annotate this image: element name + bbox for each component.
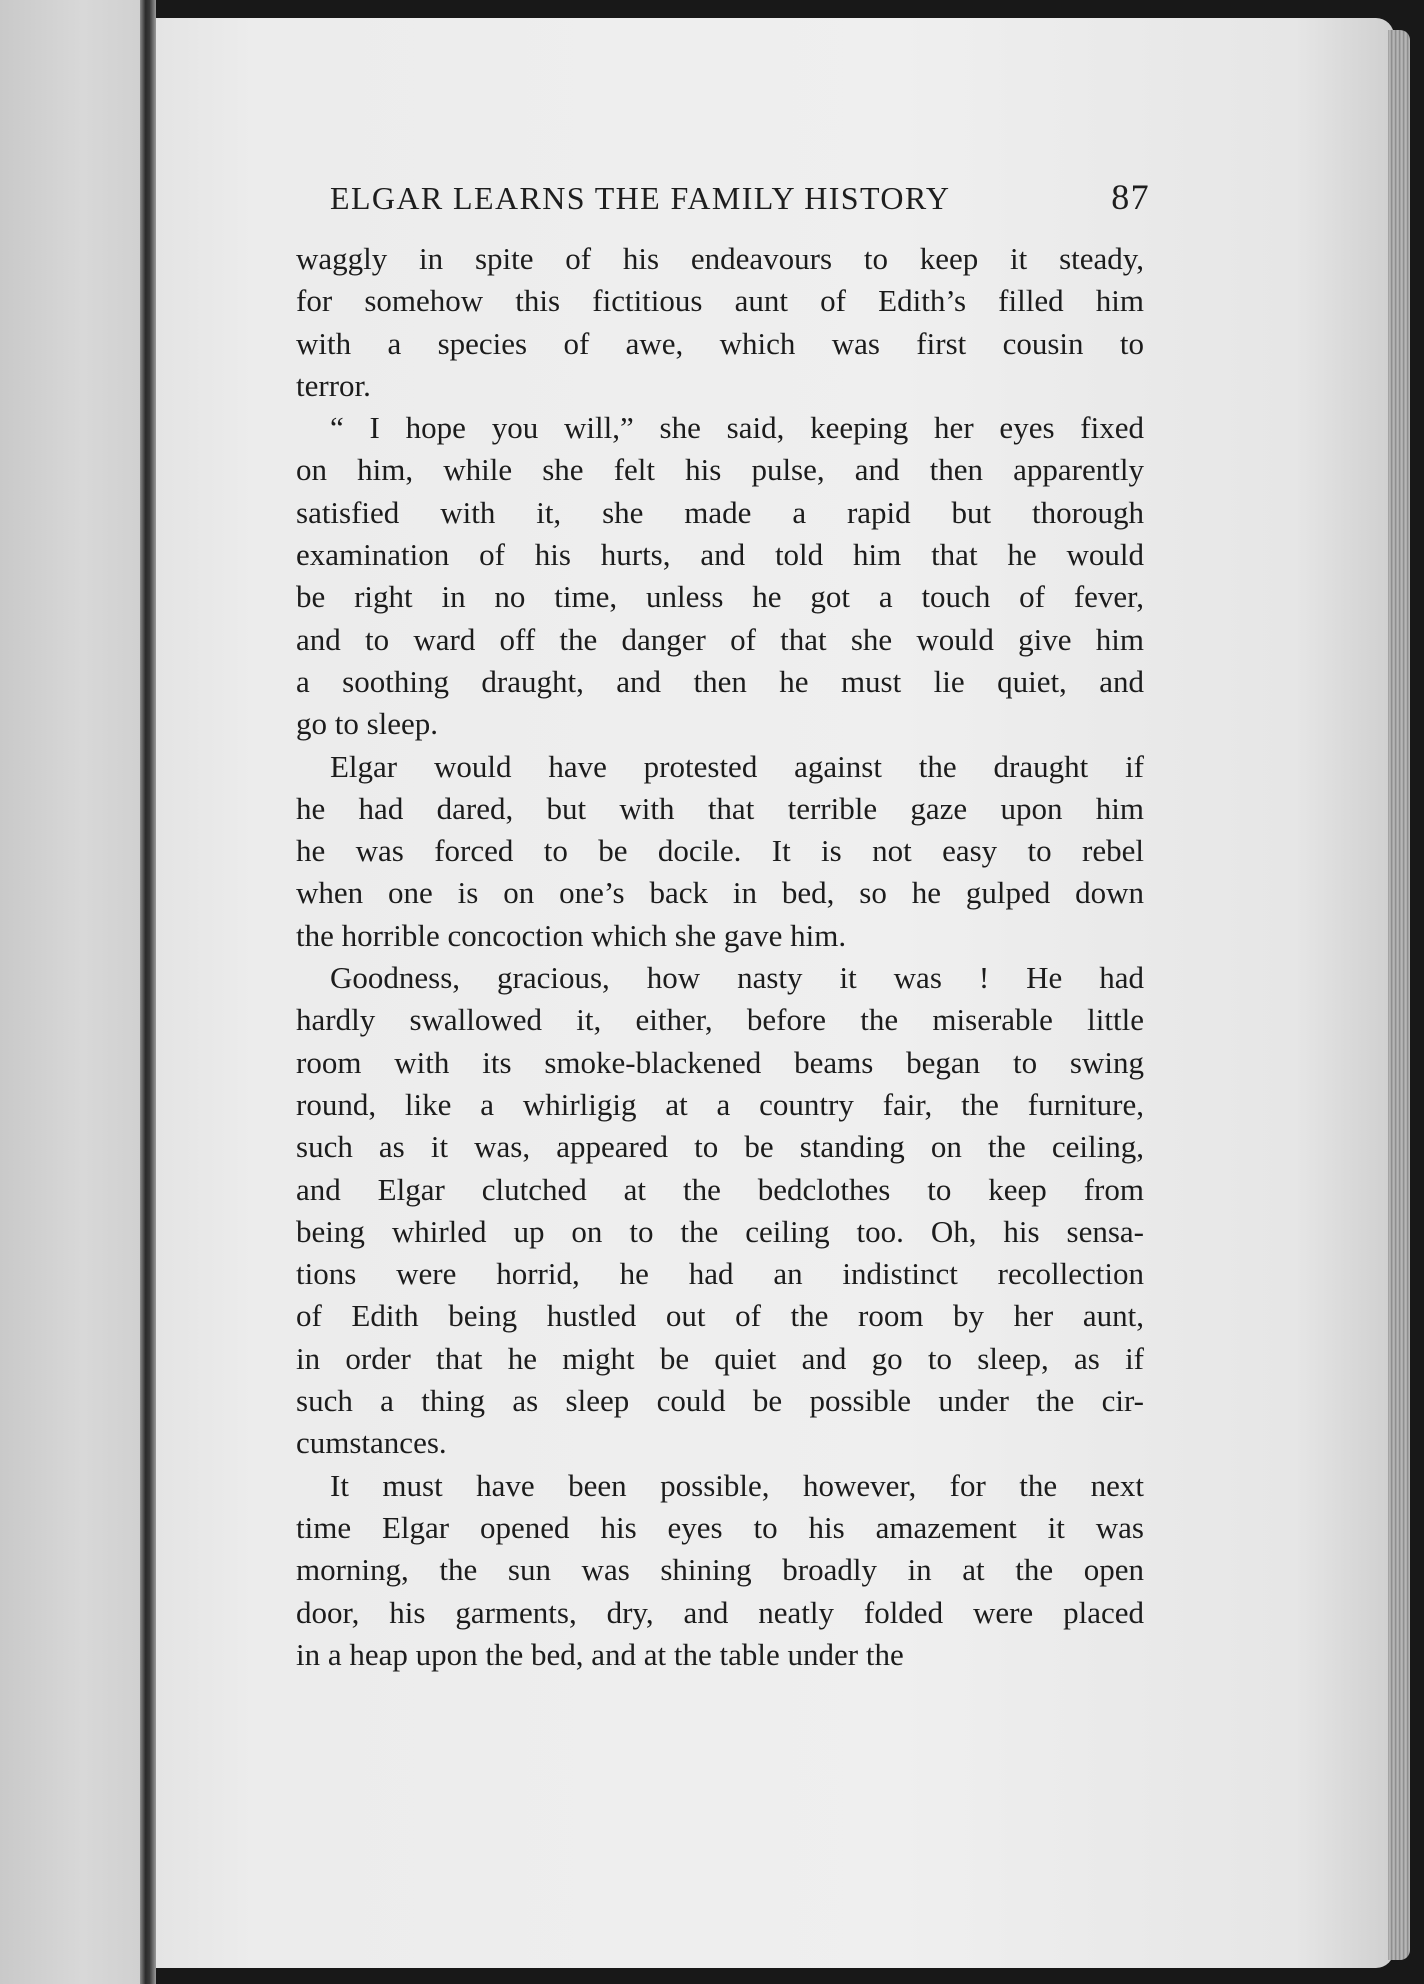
page-number: 87	[1111, 177, 1150, 217]
text-line: waggly in spite of his endeavours to keep it steady,	[296, 241, 1144, 276]
text-line: tions were horrid, he had an indistinct recollection	[296, 1256, 1144, 1292]
book-gutter	[140, 0, 156, 1984]
text-line: room with its smoke-blackened beams began to swing	[296, 1044, 1144, 1080]
text-line: and Elgar clutched at the bedclothes to keep from	[296, 1171, 1144, 1207]
text-line: terror.	[296, 367, 371, 403]
text-line: satisfied with it, she made a rapid but thorough	[296, 494, 1144, 530]
text-line: with a species of awe, which was first cousin to	[296, 325, 1144, 361]
body-text	[296, 238, 1144, 1676]
text-line: examination of his hurts, and told him that he would	[296, 537, 1144, 573]
text-line: being whirled up on to the ceiling too. Oh, his sensa-	[296, 1213, 1144, 1249]
chapter-title: ELGAR LEARNS THE FAMILY HISTORY	[330, 180, 951, 216]
paragraph	[296, 238, 1144, 407]
text-line: cumstances.	[296, 1425, 447, 1461]
text-line: go to sleep.	[296, 706, 439, 742]
text-line: “ I hope you will,” she said, keeping her eyes fixed	[330, 410, 1144, 446]
text-line: in order that he might be quiet and go to sleep, as if	[296, 1340, 1144, 1376]
text-line: and to ward off the danger of that she would give him	[296, 621, 1144, 657]
paragraph	[296, 1465, 1144, 1676]
text-line: for somehow this fictitious aunt of Edith’s filled him	[296, 283, 1144, 319]
text-line: It must have been possible, however, for the next	[330, 1467, 1144, 1503]
text-line: the horrible concoction which she gave him.	[296, 917, 847, 953]
text-line: Elgar would have protested against the draught if	[330, 748, 1144, 784]
text-line: on him, while she felt his pulse, and then apparently	[296, 452, 1144, 488]
text-line: such a thing as sleep could be possible under the cir-	[296, 1383, 1144, 1419]
text-line: door, his garments, dry, and neatly folded were placed	[296, 1594, 1144, 1630]
text-line: when one is on one’s back in bed, so he gulped down	[296, 875, 1144, 911]
text-line: such as it was, appeared to be standing on the ceiling,	[296, 1129, 1144, 1165]
text-line: he had dared, but with that terrible gaze upon him	[296, 790, 1144, 826]
text-line: be right in no time, unless he got a touch of fever,	[296, 579, 1144, 615]
text-line: a soothing draught, and then he must lie quiet, and	[296, 663, 1144, 699]
facing-page-edge	[0, 0, 150, 1984]
running-head	[330, 176, 1150, 226]
text-line: Goodness, gracious, how nasty it was ! He had	[330, 960, 1144, 996]
page-edges	[1388, 30, 1410, 1960]
text-line: of Edith being hustled out of the room by her aunt,	[296, 1298, 1144, 1334]
text-line: hardly swallowed it, either, before the miserable little	[296, 1002, 1144, 1038]
text-line: time Elgar opened his eyes to his amazement it was	[296, 1509, 1144, 1545]
text-line: round, like a whirligig at a country fair, the furniture,	[296, 1086, 1144, 1122]
paragraph	[296, 407, 1144, 745]
paragraph	[296, 957, 1144, 1465]
paragraph	[296, 746, 1144, 957]
text-line: in a heap upon the bed, and at the table under the	[296, 1636, 904, 1672]
text-line: he was forced to be docile. It is not easy to rebel	[296, 833, 1144, 869]
text-line: morning, the sun was shining broadly in at the open	[296, 1552, 1144, 1588]
